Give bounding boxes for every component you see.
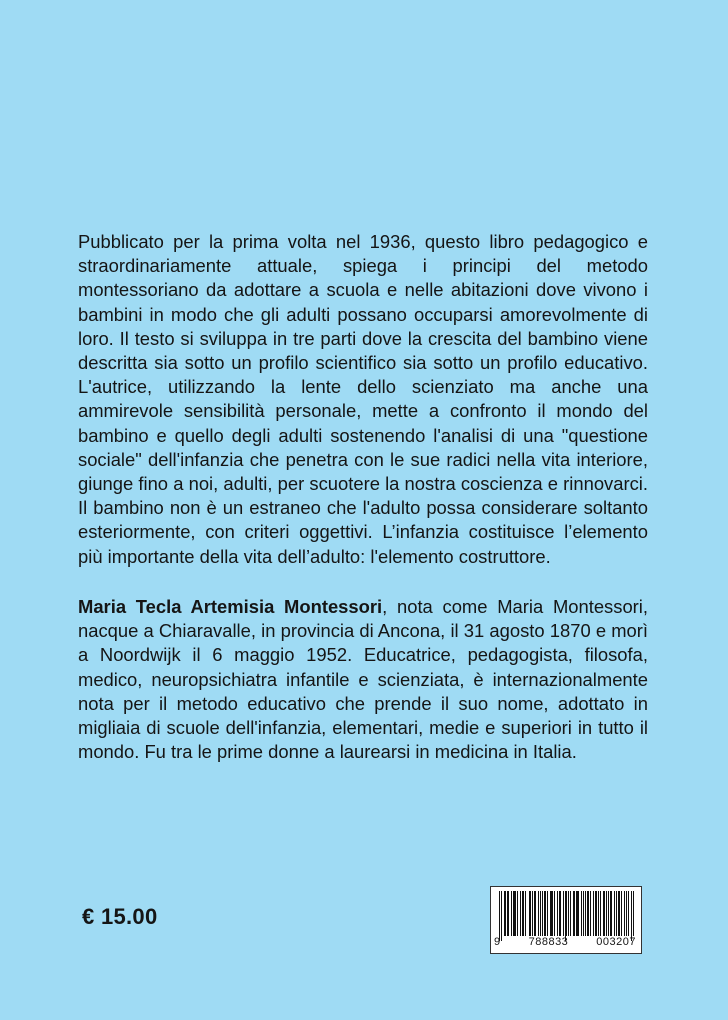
barcode-number [491,936,641,948]
barcode-bar [563,891,564,936]
barcode-bar [596,891,597,936]
barcode-bar [626,891,627,936]
barcode-bar [529,891,530,936]
barcode-bar [614,891,615,936]
barcode-bar [603,891,604,936]
barcode-bar [511,891,512,936]
barcode-bar [513,891,514,936]
barcode-bar [508,891,509,936]
barcode-bar [621,891,622,936]
barcode-bar [573,891,574,936]
author-bio-text: , nota come Maria Montessori, nacque a Chiaravalle, in provincia di Ancona, il 31 agosto 1870 e morì a Noordwijk il 6 maggio 1952. Educatrice, pedagogista, filosofa, medico, neuropsichiatra infantile e scienziata, è internazionalmente nota per il metodo educativo che prende il suo nome, adottato in migliaia di scuole dell'infanzia, elementari, medie e superiori in tutto il mondo. Fu tra le prime donne a laurearsi in medicina in Italia. [78,596,648,763]
barcode-bar [566,891,567,936]
barcode-bar [557,891,558,936]
barcode-bar [550,891,551,936]
barcode-bar [610,891,611,936]
barcode-bar [538,891,539,936]
barcode-bar [576,891,577,936]
barcode-bar [540,891,541,936]
author-name: Maria Tecla Artemisia Montessori [78,596,383,617]
barcode-bar [560,891,561,936]
barcode-bar [595,891,596,936]
barcode-bar [633,891,634,936]
barcode-bar [499,891,500,941]
barcode-bar [608,891,609,936]
barcode-bar [578,891,579,936]
barcode-digit-group-left: 788833 [528,936,569,948]
barcode-bar [587,891,588,936]
barcode-bar [598,891,599,936]
barcode-bar [588,891,589,936]
barcode-bar [628,891,629,936]
barcode-bar [534,891,535,936]
barcode-bar [616,891,617,936]
barcode-bar [559,891,560,936]
barcode-bar [604,891,605,936]
barcode-bar [618,891,619,936]
barcode-bar [514,891,515,936]
barcode-bar [631,891,632,941]
barcode-bar [593,891,594,936]
barcode-bar [504,891,505,936]
barcode-bar [515,891,516,936]
barcode-bar [611,891,612,936]
barcode-bar [547,891,548,936]
barcode-bar [574,891,575,936]
barcode-bar [507,891,508,936]
barcode-bar [577,891,578,936]
price: € 15.00 [82,904,158,929]
synopsis-paragraph: Pubblicato per la prima volta nel 1936, questo libro pedagogico e straordinariamente attuale, spiega i principi del metodo montessoriano da adottare a scuola e nelle abitazioni dove vivono i bambini in modo che gli adulti possano occuparsi amorevolmente di loro. Il testo si sviluppa in tre parti dove la crescita del bambino viene descritta sia sotto un profilo scientifico sia sotto un profilo educativo. L'autrice, utilizzando la lente dello scienziato ma anche una ammirevole sensibilità personale, mette a confronto il mondo del bambino e quello degli adulti sostenendo l'analisi di una "questione sociale" dell'infanzia che penetra con le sue radici nella vita interiore, giunge fino a noi, adulti, per scuotere la nostra coscienza e rinnovarci. Il bambino non è un estraneo che l'adulto possa considerare soltanto esteriormente, con criteri oggettivi. L’infanzia costituisce l’elemento più importante della vita dell’adulto: l'elemento costruttore. [78,231,648,567]
barcode-bar [590,891,591,936]
barcode-bar [522,891,523,936]
barcode-bar [530,891,531,936]
barcode-digit-prefix: 9 [494,936,501,948]
barcode [490,886,642,954]
barcode-bar [535,891,536,936]
barcode-bar [554,891,555,936]
barcode-bar [565,891,566,941]
barcode-digit-group-right: 003207 [596,936,636,948]
barcode-bar [523,891,524,936]
barcode-bar [600,891,601,936]
barcode-bar [583,891,584,936]
barcode-bar [570,891,571,936]
barcode-bar [542,891,543,936]
barcode-bar [520,891,521,936]
barcode-bar [581,891,582,936]
barcode-bar [545,891,546,936]
barcode-bar [552,891,553,936]
barcode-bar [532,891,533,936]
barcode-bar [544,891,545,936]
barcode-bar [619,891,620,936]
barcode-bar [551,891,552,936]
author-bio-paragraph [78,595,648,764]
barcode-bar [505,891,506,936]
barcode-bar [606,891,607,936]
barcode-bar [525,891,526,936]
barcode-bar [624,891,625,936]
barcode-bar [517,891,518,936]
barcode-bar [501,891,502,941]
barcode-bar [568,891,569,936]
barcode-bar [585,891,586,936]
